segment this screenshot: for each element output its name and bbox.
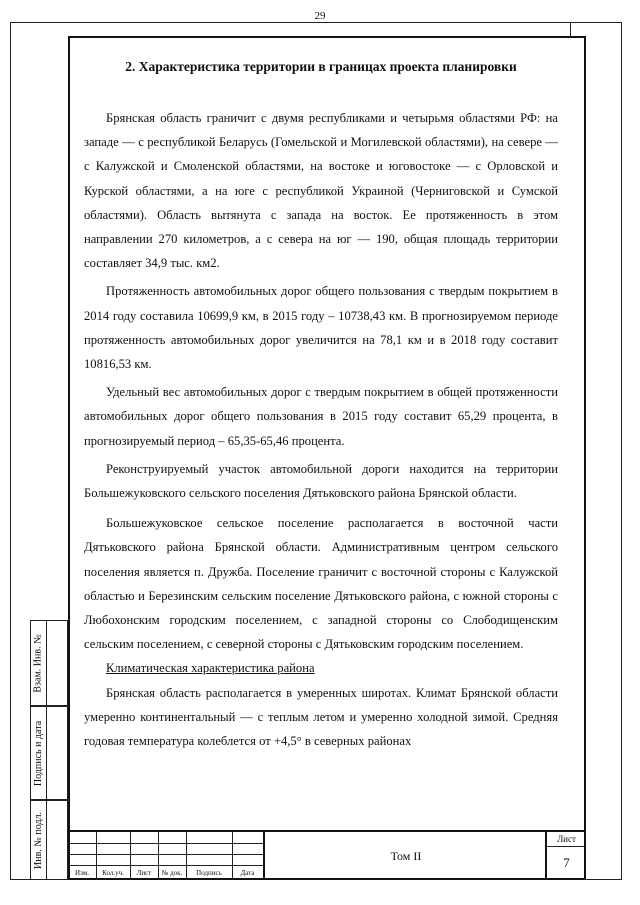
side-stamp-signature (30, 706, 68, 800)
side-stamp-inv-orig (30, 800, 68, 880)
sheet-label: Лист (547, 832, 586, 847)
paragraph-reconstruction-site: Реконструируемый участок автомобильной дороги находится на территории Большежуковского сельского поселения Дятьковского района Брянской области. (84, 461, 558, 501)
column-date: Дата (240, 869, 255, 877)
side-label-inv-orig: Инв. № подл. (33, 811, 45, 869)
frame-corner-mark (570, 22, 584, 36)
column-kol-uch: Кол.уч. (102, 869, 124, 877)
paragraph-road-length: Протяженность автомобильных дорог общего пользования с твердым покрытием в 2014 году составила 10699,9 км, в 2015 году – 10738,43 км. В прогнозируемом периоде протяженность автомобильных дорог увеличится на 78,1 км и в 2018 году составит 10816,53 км. (84, 284, 558, 372)
paragraph-settlement: Большежуковское сельское поселение располагается в восточной части Дятьковского района Брянской области. Административным центром сельского поселения является п. Дружба. Поселение граничит с восточной стороны с Калужской областью и Березинским сельским поселение Дятьковского района, с южной стороны с Любохонским городским поселением, с западной стороны со Слободищенским сельским поселением, с северной стороны с Дятьковским городским поселением. (84, 516, 558, 652)
paragraph-region-borders: Брянская область граничит с двумя республиками и четырьмя областями РФ: на западе — с республикой Беларусь (Гомельской и Могилевской областями), на севере — с Калужской и Смоленской областями, на востоке и юговостоке — с Орловской и Курской областями, а на юге с республикой Украиной (Черниговской и Сумской областями). Область вытянута с запада на восток. Ее протяженность в этом направлении 270 километров, а с севера на юг — 190, общая площадь территории составляет 34,9 тыс. км2. (84, 111, 558, 271)
column-list: Лист (136, 869, 152, 877)
column-doc-no: № док. (161, 869, 183, 877)
document-volume: Том II (263, 832, 547, 880)
sheet-box (545, 832, 586, 880)
page-number: 29 (314, 10, 326, 22)
paragraph-road-share: Удельный вес автомобильных дорог с твердым покрытием в общей протяженности автомобильных дорог общего пользования в 2015 году составит 65,29 процента, в прогнозируемый период – 65,35-65,46 процента. (84, 385, 558, 448)
document-body (84, 58, 558, 753)
side-label-signature: Подпись и дата (33, 720, 44, 786)
title-block (68, 830, 586, 880)
climate-subheading: Климатическая характеристика района (106, 661, 315, 676)
column-signature: Подпись (196, 869, 222, 877)
column-izm: Изм. (75, 869, 89, 877)
revision-grid (68, 832, 263, 880)
side-label-vzam: Взам. Инв. № (33, 633, 45, 693)
paragraph-climate: Брянская область располагается в умеренных широтах. Климат Брянской области умеренно континентальный — с теплым летом и умеренно холодной зимой. Средняя годовая температура колеблется от +4,5° в северных районах (84, 685, 558, 749)
section-title: 2. Характеристика территории в границах проекта планировки (125, 59, 517, 74)
sheet-number: 7 (563, 855, 570, 870)
side-stamp-vzam (30, 620, 68, 706)
